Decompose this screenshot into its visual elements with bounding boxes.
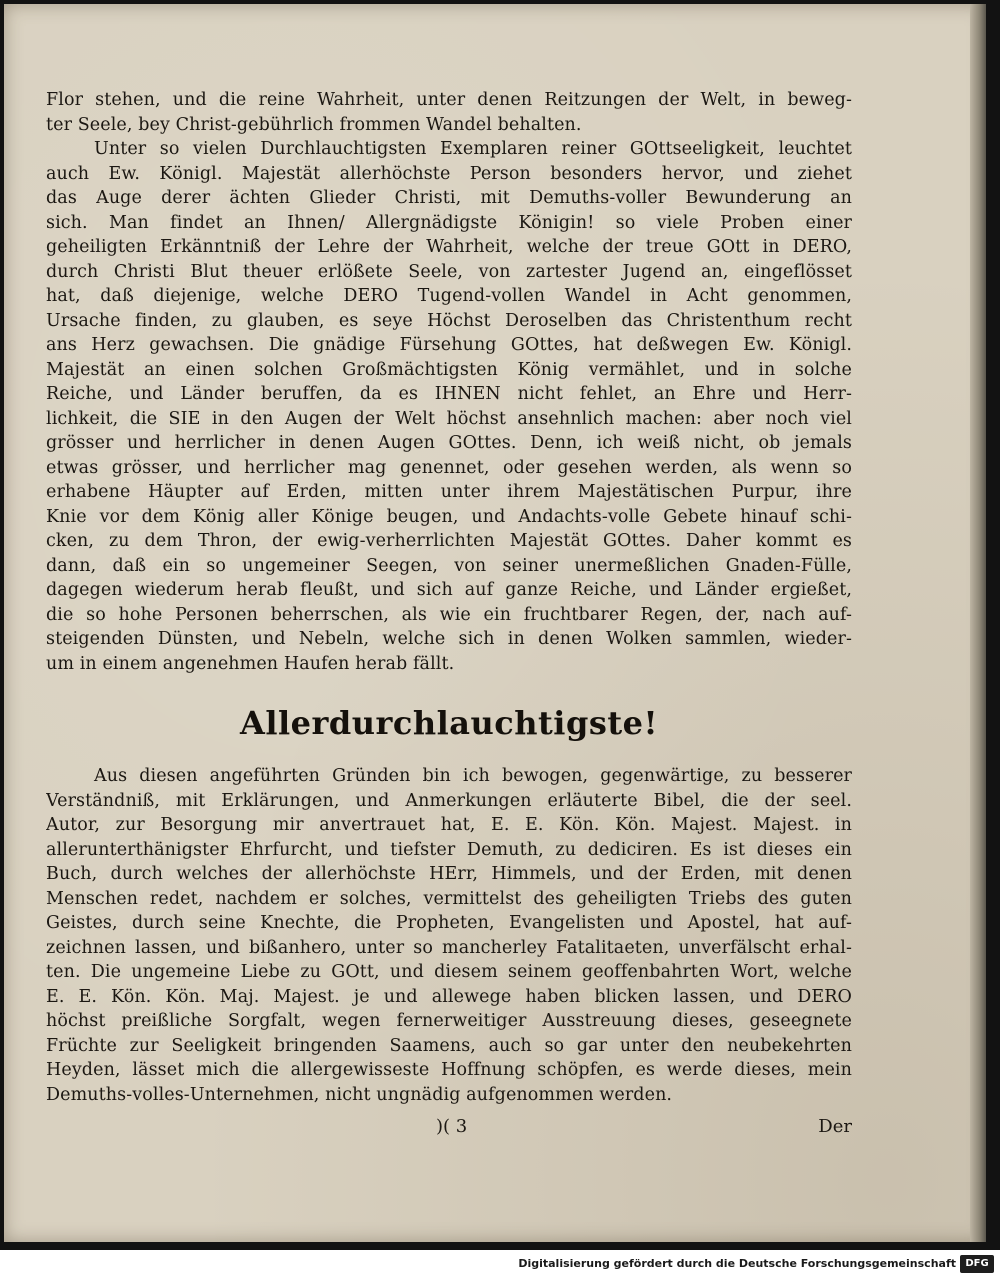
text-line: die so hohe Personen beherrschen, als wie ein fruchtbarer Regen, der, nach auf- [46, 604, 852, 625]
signature-mark: )( 3 [436, 1116, 468, 1137]
text-line: Menschen redet, nachdem er solches, vermittelst des geheiligten Triebs des guten [46, 888, 852, 909]
page-footer [46, 1116, 852, 1142]
text-line: allerunterthänigster Ehrfurcht, und tiefster Demuth, zu dediciren. Es ist dieses ein [46, 839, 852, 860]
text-line: Reiche, und Länder beruffen, da es IHNEN nicht fehlet, an Ehre und Herr- [46, 384, 852, 404]
text-line: etwas grösser, und herrlicher mag genennet, oder gesehen werden, als wenn so [46, 457, 852, 478]
text-line: grösser und herrlicher in denen Augen GOttes. Denn, ich weiß nicht, ob jemals [46, 433, 852, 453]
text-line: dagegen wiederum herab fleußt, und sich auf ganze Reiche, und Länder ergießet, [46, 580, 852, 600]
text-line: E. E. Kön. Kön. Maj. Majest. je und allewege haben blicken lassen, und DERO [46, 986, 852, 1007]
section-heading: Allerdurchlauchtigste! [239, 704, 659, 742]
text-line: Buch, durch welches der allerhöchste HErr, Himmels, und der Erden, mit denen [46, 864, 852, 884]
text-line: Geistes, durch seine Knechte, die Propheten, Evangelisten und Apostel, hat auf- [46, 913, 852, 933]
text-line: Autor, zur Besorgung mir anvertrauet hat, E. E. Kön. Kön. Majest. Majest. in [46, 815, 852, 835]
text-line: cken, zu dem Thron, der ewig-verherrlichten Majestät GOttes. Daher kommt es [46, 531, 852, 551]
text-line: auch Ew. Königl. Majestät allerhöchste Person besonders hervor, und ziehet [46, 163, 852, 184]
paragraph-2 [46, 764, 852, 1107]
text-line: Flor stehen, und die reine Wahrheit, unter denen Reitzungen der Welt, in beweg- [46, 90, 852, 110]
catchword: Der [818, 1116, 852, 1137]
text-line: ten. Die ungemeine Liebe zu GOtt, und diesem seinem geoffenbahrten Wort, welche [46, 962, 852, 982]
text-line: Knie vor dem König aller Könige beugen, und Andachts-volle Gebete hinauf schi- [46, 506, 852, 527]
text-line: Verständniß, mit Erklärungen, und Anmerkungen erläuterte Bibel, die der seel. [46, 790, 852, 811]
text-line: hat, daß diejenige, welche DERO Tugend-vollen Wandel in Acht genommen, [46, 286, 852, 306]
text-line: erhabene Häupter auf Erden, mitten unter ihrem Majestätischen Purpur, ihre [46, 482, 852, 502]
text-line: Demuths-volles-Unternehmen, nicht ungnädig aufgenommen werden. [46, 1084, 673, 1105]
funding-notice: Digitalisierung gefördert durch die Deutsche Forschungsgemeinschaft [518, 1257, 956, 1270]
text-line: um in einem angenehmen Haufen herab fällt. [46, 653, 455, 674]
text-line: durch Christi Blut theuer erlößete Seele, von zartester Jugend an, eingeflösset [46, 261, 852, 282]
text-line: Majestät an einen solchen Großmächtigsten König vermählet, und in solche [46, 359, 852, 380]
text-line: Aus diesen angeführten Gründen bin ich bewogen, gegenwärtige, zu besserer [94, 766, 852, 786]
text-line: Heyden, lässet mich die allergewisseste Hoffnung schöpfen, es werde dieses, mein [46, 1060, 852, 1080]
paragraph-1 [46, 88, 852, 676]
funding-bar [0, 1252, 1000, 1277]
text-line: Früchte zur Seeligkeit bringenden Saamens, auch so gar unter den neubekehrten [46, 1035, 852, 1056]
text-line: Ursache finden, zu glauben, es seye Höchst Deroselben das Christenthum recht [46, 310, 852, 331]
text-line: geheiligten Erkänntniß der Lehre der Wahrheit, welche der treue GOtt in DERO, [46, 237, 852, 257]
dfg-logo: DFG [960, 1255, 994, 1273]
text-line: sich. Man findet an Ihnen/ Allergnädigste Königin! so viele Proben einer [46, 212, 852, 233]
text-line: dann, daß ein so ungemeiner Seegen, von seiner unermeßlichen Gnaden-Fülle, [46, 555, 852, 576]
text-line: zeichnen lassen, und bißanhero, unter so mancherley Fatalitaeten, unverfälscht erhal- [46, 937, 852, 958]
text-line: steigenden Dünsten, und Nebeln, welche sich in denen Wolken sammlen, wieder- [46, 629, 852, 649]
text-line: ans Herz gewachsen. Die gnädige Fürsehung GOttes, hat deßwegen Ew. Königl. [46, 335, 852, 355]
text-line: das Auge derer ächten Glieder Christi, mit Demuths-voller Bewunderung an [46, 188, 852, 208]
text-line: ter Seele, bey Christ-gebührlich frommen Wandel behalten. [46, 114, 582, 135]
book-page [4, 4, 986, 1242]
text-line: höchst preißliche Sorgfalt, wegen fernerweitiger Ausstreuung dieses, geseegnete [46, 1011, 852, 1031]
text-line: Unter so vielen Durchlauchtigsten Exemplaren reiner GOttseeligkeit, leuchtet [94, 139, 852, 159]
text-line: lichkeit, die SIE in den Augen der Welt höchst ansehnlich machen: aber noch viel [46, 408, 852, 429]
page-edge-shadow [970, 4, 986, 1242]
